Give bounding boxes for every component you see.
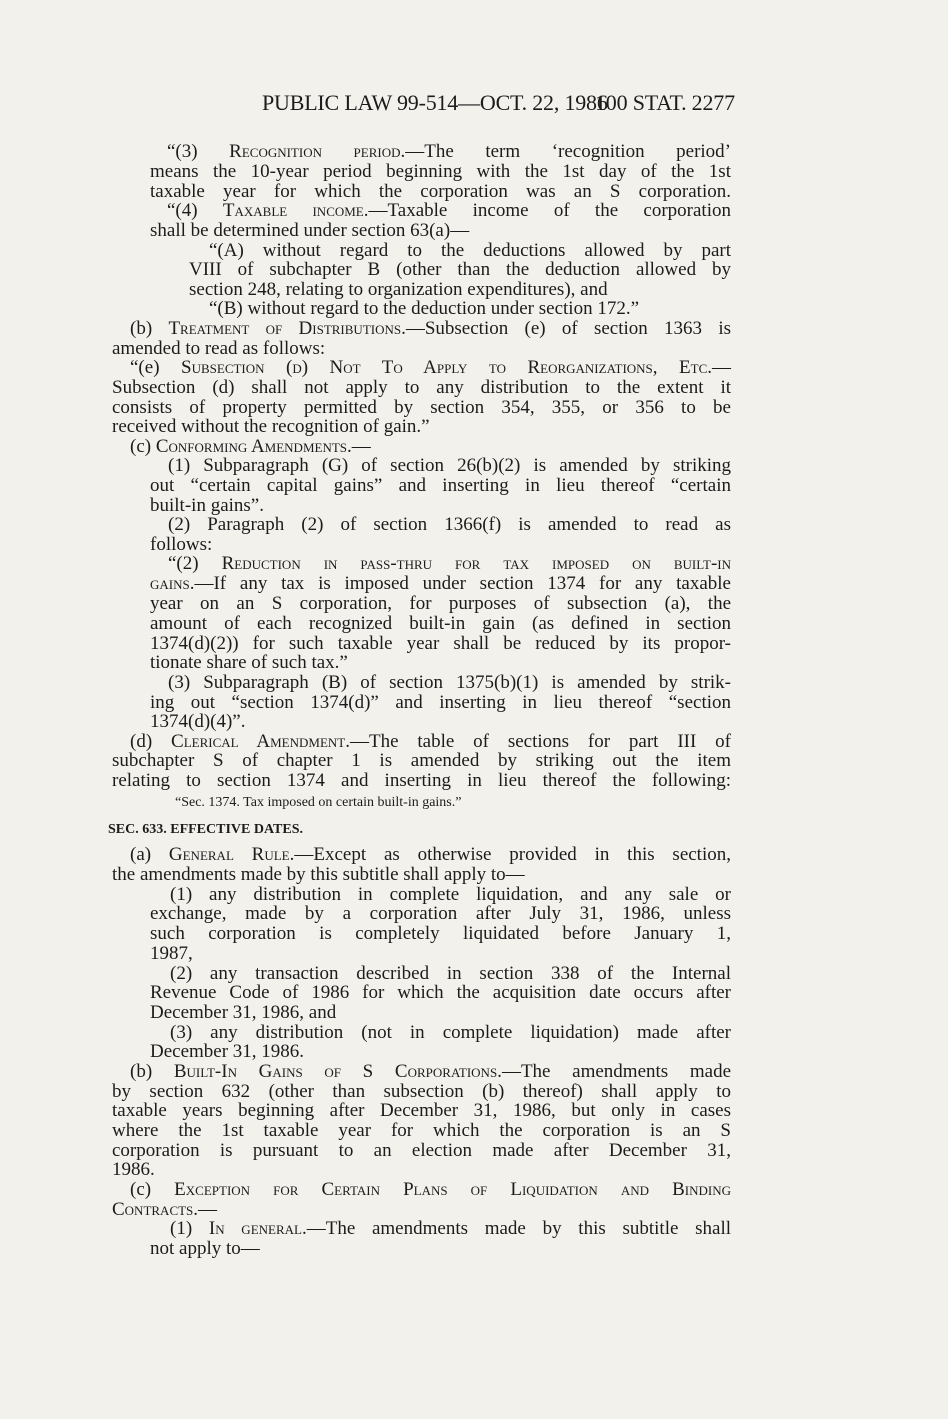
line-text: exchange, made by a corporation after July 31, 1986, unless <box>150 903 731 924</box>
text-line <box>168 514 731 536</box>
line-text: (a) <box>130 844 169 865</box>
line-text: 1374(d)(4)”. <box>150 711 246 732</box>
text-line <box>150 1041 304 1063</box>
small-caps-heading: Taxable income. <box>222 200 369 221</box>
small-caps-heading: In general. <box>208 1218 307 1239</box>
text-line <box>112 750 731 772</box>
text-line <box>130 1179 731 1201</box>
table-of-sections-entry <box>175 792 461 814</box>
text-line <box>150 613 731 635</box>
text-line <box>150 982 731 1004</box>
line-text: —If any tax is imposed under section 1374 for any taxable <box>194 573 731 594</box>
line-text: “(e) <box>130 357 182 378</box>
line-text: (1) <box>170 1218 209 1239</box>
text-line <box>168 553 731 575</box>
line-text: 1374(d)(2)) for such taxable year shall be reduced by its propor- <box>150 633 731 654</box>
line-text: (c) <box>130 1179 175 1200</box>
line-text: —The table of sections for part III of <box>349 731 731 752</box>
small-caps-heading: Subsection (d) Not To Apply to Reorganizations, Etc. <box>181 357 712 378</box>
line-text: built-in gains”. <box>150 495 264 516</box>
small-caps-heading: Built-In Gains of S Corporations. <box>173 1061 502 1082</box>
line-text: relating to section 1374 and inserting in lieu thereof the following: <box>112 770 731 791</box>
text-line <box>150 652 348 674</box>
text-line <box>112 770 731 792</box>
line-text: amended to read as follows: <box>112 338 326 359</box>
line-text: Revenue Code of 1986 for which the acquisition date occurs after <box>150 982 731 1003</box>
line-text: consists of property permitted by section 354, 355, or 356 to be <box>112 397 731 418</box>
line-text: (3) any distribution (not in complete liquidation) made after <box>170 1022 731 1043</box>
line-text: 1986. <box>112 1159 155 1180</box>
text-line <box>150 711 246 733</box>
small-caps-heading: Conforming Amendments. <box>155 436 352 457</box>
text-line <box>112 416 430 438</box>
small-caps-heading: Exception for Certain Plans of Liquidation and Binding <box>174 1179 731 1200</box>
small-caps-heading: Reduction in pass-thru for tax imposed on built-in <box>221 553 731 574</box>
text-line <box>112 1100 731 1122</box>
line-text: not apply to— <box>150 1238 260 1259</box>
text-line <box>130 357 731 379</box>
line-text: amount of each recognized built-in gain (as defined in section <box>150 613 731 634</box>
text-line <box>112 1159 155 1181</box>
text-line <box>130 318 731 340</box>
line-text: ing out “section 1374(d)” and inserting in lieu thereof “section <box>150 692 731 713</box>
line-text: 1987, <box>150 943 193 964</box>
text-line <box>150 943 193 965</box>
line-text: (b) <box>130 318 169 339</box>
line-text: section 248, relating to organization expenditures), and <box>189 279 608 300</box>
line-text: —Taxable income of the corporation <box>368 200 731 221</box>
line-text: means the 10-year period beginning with the 1st day of the 1st <box>150 161 731 182</box>
text-line <box>189 259 731 281</box>
line-text: December 31, 1986. <box>150 1041 305 1062</box>
line-text: “(4) <box>167 200 223 221</box>
line-text: “(3) <box>167 141 230 162</box>
line-text: “(B) without regard to the deduction under section 172.” <box>209 298 640 319</box>
line-text: (1) Subparagraph (G) of section 26(b)(2) is amended by striking <box>168 455 731 476</box>
line-text: — <box>351 436 371 457</box>
text-line <box>209 298 639 320</box>
line-text: year on an S corporation, for purposes of subsection (a), the <box>150 593 731 614</box>
line-text: “(2) <box>168 553 222 574</box>
text-line <box>112 1140 731 1162</box>
line-text: (3) Subparagraph (B) of section 1375(b)(1) is amended by strik- <box>168 672 731 693</box>
line-text: —The amendments made <box>501 1061 732 1082</box>
line-text: the amendments made by this subtitle shall apply to— <box>112 864 525 885</box>
line-text: December 31, 1986, and <box>150 1002 337 1023</box>
line-text: corporation is pursuant to an election made after December 31, <box>112 1140 731 1161</box>
text-line <box>150 220 469 242</box>
line-text: (c) <box>130 436 156 457</box>
line-text: —The term ‘recognition period’ <box>405 141 731 162</box>
line-text: — <box>198 1199 218 1220</box>
text-line <box>130 1061 731 1083</box>
section-heading <box>108 819 303 841</box>
line-text: (2) Paragraph (2) of section 1366(f) is amended to read as <box>168 514 731 535</box>
line-text: received without the recognition of gain.” <box>112 416 430 437</box>
text-line <box>150 903 731 925</box>
line-text: where the 1st taxable year for which the corporation is an S <box>112 1120 731 1141</box>
text-line <box>130 844 731 866</box>
text-line <box>150 475 731 497</box>
text-line <box>112 377 731 399</box>
text-line <box>168 455 731 477</box>
text-line <box>167 200 731 222</box>
line-text: (d) <box>130 731 172 752</box>
line-text: taxable year for which the corporation was an S corporation. <box>150 181 731 202</box>
line-text: (1) any distribution in complete liquidation, and any sale or <box>170 884 731 905</box>
text-line <box>170 1218 731 1240</box>
text-line <box>150 1238 260 1260</box>
line-text: “(A) without regard to the deductions allowed by part <box>209 240 731 261</box>
line-text: by section 632 (other than subsection (b) thereof) shall apply to <box>112 1081 731 1102</box>
line-text: —Subsection (e) of section 1363 is <box>405 318 731 339</box>
line-text: subchapter S of chapter 1 is amended by striking out the item <box>112 750 731 771</box>
small-caps-heading: Clerical Amendment. <box>171 731 350 752</box>
text-line <box>168 672 731 694</box>
small-caps-heading: Recognition period. <box>229 141 406 162</box>
text-line <box>150 161 731 183</box>
line-text: Subsection (d) shall not apply to any distribution to the extent it <box>112 377 731 398</box>
text-line <box>112 1120 731 1142</box>
page-header-title: PUBLIC LAW 99-514—OCT. 22, 1986 <box>262 90 608 115</box>
text-line <box>150 593 731 615</box>
line-text: SEC. 633. EFFECTIVE DATES. <box>108 822 304 837</box>
line-text: VIII of subchapter B (other than the deduction allowed by <box>189 259 731 280</box>
text-line <box>112 864 525 886</box>
text-line <box>150 1002 336 1024</box>
line-text: out “certain capital gains” and inserting in lieu thereof “certain <box>150 475 731 496</box>
text-line <box>167 141 731 163</box>
page-number: 100 STAT. 2277 <box>595 90 735 115</box>
line-text: —The amendments made by this subtitle shall <box>306 1218 732 1239</box>
small-caps-heading: Treatment of Distributions. <box>168 318 406 339</box>
small-caps-heading: Contracts. <box>112 1199 199 1220</box>
line-text: (b) <box>130 1061 174 1082</box>
text-line <box>150 573 731 595</box>
small-caps-heading: General Rule. <box>168 844 295 865</box>
line-text: —Except as otherwise provided in this section, <box>294 844 731 865</box>
line-text: (2) any transaction described in section 338 of the Internal <box>170 963 731 984</box>
line-text: shall be determined under section 63(a)— <box>150 220 470 241</box>
line-text: follows: <box>150 534 213 555</box>
text-line <box>150 923 731 945</box>
small-caps-heading: gains. <box>150 573 195 594</box>
line-text: such corporation is completely liquidated before January 1, <box>150 923 731 944</box>
line-text: — <box>712 357 731 378</box>
line-text: taxable years beginning after December 31, 1986, but only in cases <box>112 1100 731 1121</box>
line-text: tionate share of such tax.” <box>150 652 348 673</box>
line-text: “Sec. 1374. Tax imposed on certain built-in gains.” <box>175 795 462 810</box>
